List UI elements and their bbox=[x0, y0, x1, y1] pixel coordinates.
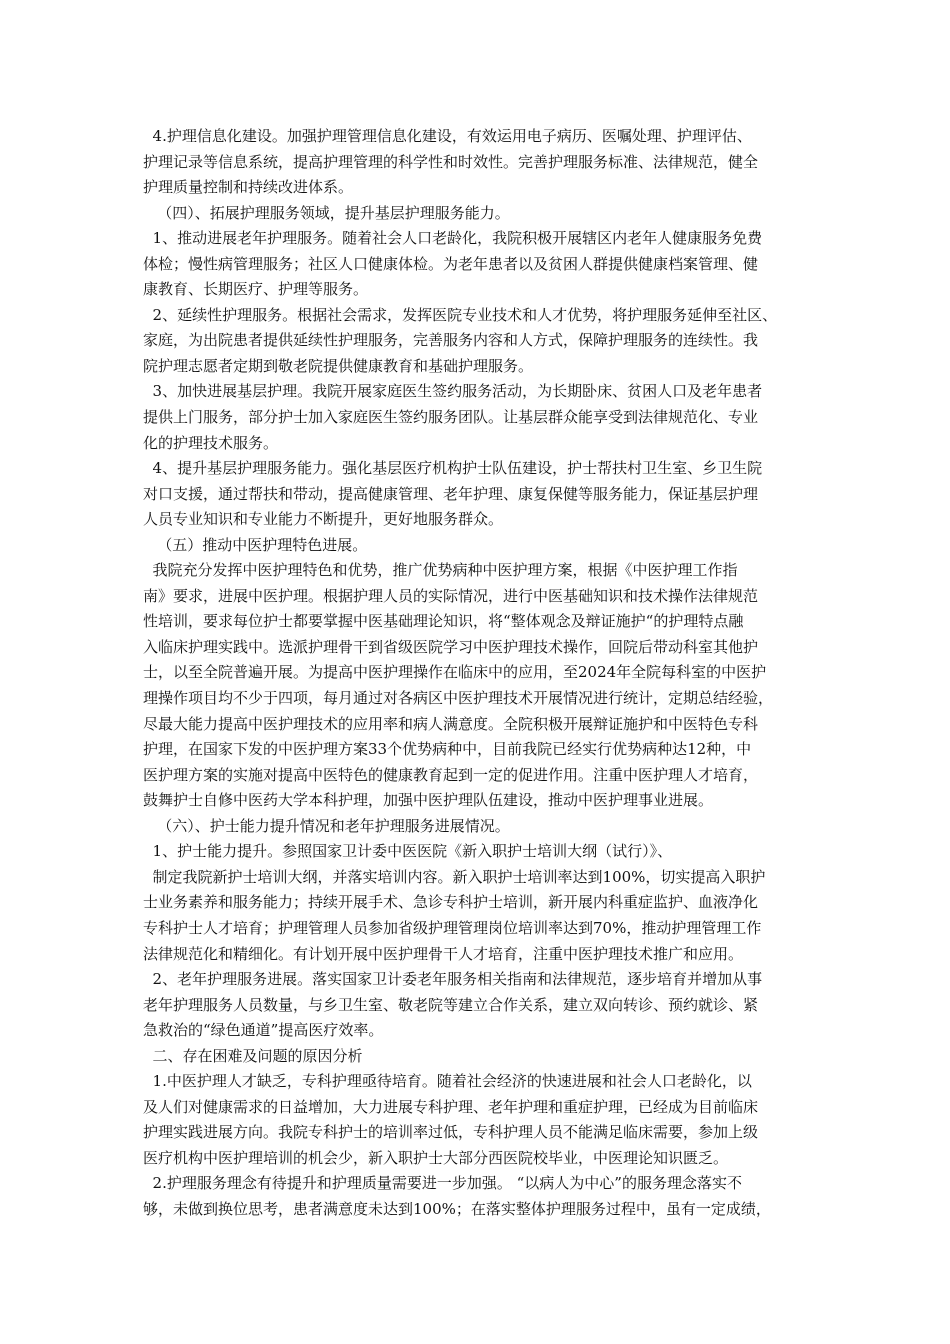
text-line: 尽最大能力提高中医护理技术的应用率和病人满意度。全院积极开展辩证施护和中医特色专科 bbox=[143, 714, 759, 733]
text-line: 护理记录等信息系统，提高护理管理的科学性和时效性。完善护理服务标准、法律规范，健全 bbox=[143, 152, 759, 171]
text-line: 化的护理技术服务。 bbox=[143, 433, 279, 452]
text-line: 1、推动进展老年护理服务。随着社会人口老龄化，我院积极开展辖区内老年人健康服务免费 bbox=[143, 229, 763, 248]
text-line: 对口支援，通过帮扶和带动，提高健康管理、老年护理、康复保健等服务能力，保证基层护理 bbox=[143, 484, 759, 503]
text-line: 家庭，为出院患者提供延续性护理服务，完善服务内容和人方式，保障护理服务的连续性。我 bbox=[143, 331, 759, 350]
text-line: 3、加快进展基层护理。我院开展家庭医生签约服务活动，为长期卧床、贫困人口及老年患者 bbox=[143, 382, 763, 401]
text-line: 2、老年护理服务进展。落实国家卫计委老年服务相关指南和法律规范，逐步培育并增加从事 bbox=[143, 970, 763, 989]
text-line: 制定我院新护士培训大纲，并落实培训内容。新入职护士培训率达到100%，切实提高入职护 bbox=[143, 867, 766, 886]
text-line: 入临床护理实践中。选派护理骨干到省级医院学习中医护理技术操作，回院后带动科室其他护 bbox=[143, 637, 759, 656]
text-line: 鼓舞护士自修中医药大学本科护理，加强中医护理队伍建设，推动中医护理事业进展。 bbox=[143, 791, 714, 810]
text-line: 性培训，要求每位护士都要掌握中医基础理论知识，将“整体观念及辩证施护“的护理特点融 bbox=[143, 612, 744, 631]
text-line: 理操作项目均不少于四项，每月通过对各病区中医护理技术开展情况进行统计，定期总结经验， bbox=[143, 689, 774, 708]
text-line: 及人们对健康需求的日益增加，大力进展专科护理、老年护理和重症护理，已经成为目前临床 bbox=[143, 1097, 759, 1116]
text-line: 法律规范化和精细化。有计划开展中医护理骨干人才培育，注重中医护理技术推广和应用。 bbox=[143, 944, 744, 963]
text-line: 老年护理服务人员数量，与乡卫生室、敬老院等建立合作关系，建立双向转诊、预约就诊、紧 bbox=[143, 995, 759, 1014]
text-line: 急救治的“绿色通道”提高医疗效率。 bbox=[143, 1021, 384, 1040]
text-line: （六）、护士能力提升情况和老年护理服务进展情况。 bbox=[143, 816, 510, 835]
text-line: 南》要求，进展中医护理。根据护理人员的实际情况，进行中医基础知识和技术操作法律规范 bbox=[143, 586, 759, 605]
text-line: 提供上门服务，部分护士加入家庭医生签约服务团队。让基层群众能享受到法律规范化、专业 bbox=[143, 408, 759, 427]
text-line: 够，未做到换位思考，患者满意度未达到100%；在落实整体护理服务过程中，虽有一定成绩， bbox=[143, 1199, 771, 1218]
document-body bbox=[143, 124, 807, 1223]
text-line: 1、护士能力提升。参照国家卫计委中医医院《新入职护士培训大纲（试行）》、 bbox=[143, 842, 673, 861]
text-line: 医疗机构中医护理培训的机会少，新入职护士大部分西医院校毕业，中医理论知识匮乏。 bbox=[143, 1148, 729, 1167]
text-line: 护理，在国家下发的中医护理方案33个优势病种中，目前我院已经实行优势病种达12种，中 bbox=[143, 740, 752, 759]
text-line: 4、提升基层护理服务能力。强化基层医疗机构护士队伍建设，护士帮扶村卫生室、乡卫生院 bbox=[143, 459, 763, 478]
text-line: 士，以至全院普遍开展。为提高中医护理操作在临床中的应用，至2024年全院每科室的中医护 bbox=[143, 663, 767, 682]
text-line: （四）、拓展护理服务领域，提升基层护理服务能力。 bbox=[143, 203, 510, 222]
text-line: 专科护士人才培育；护理管理人员参加省级护理管理岗位培训率达到70%，推动护理管理工作 bbox=[143, 918, 762, 937]
text-line: 护理实践进展方向。我院专科护士的培训率过低，专科护理人员不能满足临床需要，参加上级 bbox=[143, 1123, 759, 1142]
text-line: 我院充分发挥中医护理特色和优势，推广优势病种中医护理方案，根据《中医护理工作指 bbox=[143, 561, 738, 580]
text-line: 4.护理信息化建设。加强护理管理信息化建设，有效运用电子病历、医嘱处理、护理评估、 bbox=[143, 127, 752, 145]
text-line: 二、存在困难及问题的原因分析 bbox=[143, 1046, 363, 1065]
text-line: 1.中医护理人才缺乏，专科护理亟待培育。随着社会经济的快速进展和社会人口老龄化，以 bbox=[143, 1072, 752, 1091]
text-line: 2、延续性护理服务。根据社会需求，发挥医院专业技术和人才优势，将护理服务延伸至社区、 bbox=[143, 305, 778, 324]
text-line: 人员专业知识和专业能力不断提升，更好地服务群众。 bbox=[143, 510, 504, 529]
text-line: 医护理方案的实施对提高中医特色的健康教育起到一定的促进作用。注重中医护理人才培育， bbox=[143, 765, 759, 784]
text-line: 护理质量控制和持续改进体系。 bbox=[143, 178, 354, 197]
text-line: 体检；慢性病管理服务；社区人口健康体检。为老年患者以及贫困人群提供健康档案管理、健 bbox=[143, 254, 759, 273]
text-line: （五）推动中医护理特色进展。 bbox=[143, 535, 368, 554]
text-line: 2.护理服务理念有待提升和护理质量需要进一步加强。 “以病人为中心”的服务理念落实不 bbox=[143, 1174, 742, 1193]
text-line: 院护理志愿者定期到敬老院提供健康教育和基础护理服务。 bbox=[143, 356, 534, 375]
text-line: 士业务素养和服务能力；持续开展手术、急诊专科护士培训，新开展内科重症监护、血液净化 bbox=[143, 893, 759, 912]
text-line: 康教育、长期医疗、护理等服务。 bbox=[143, 280, 369, 299]
